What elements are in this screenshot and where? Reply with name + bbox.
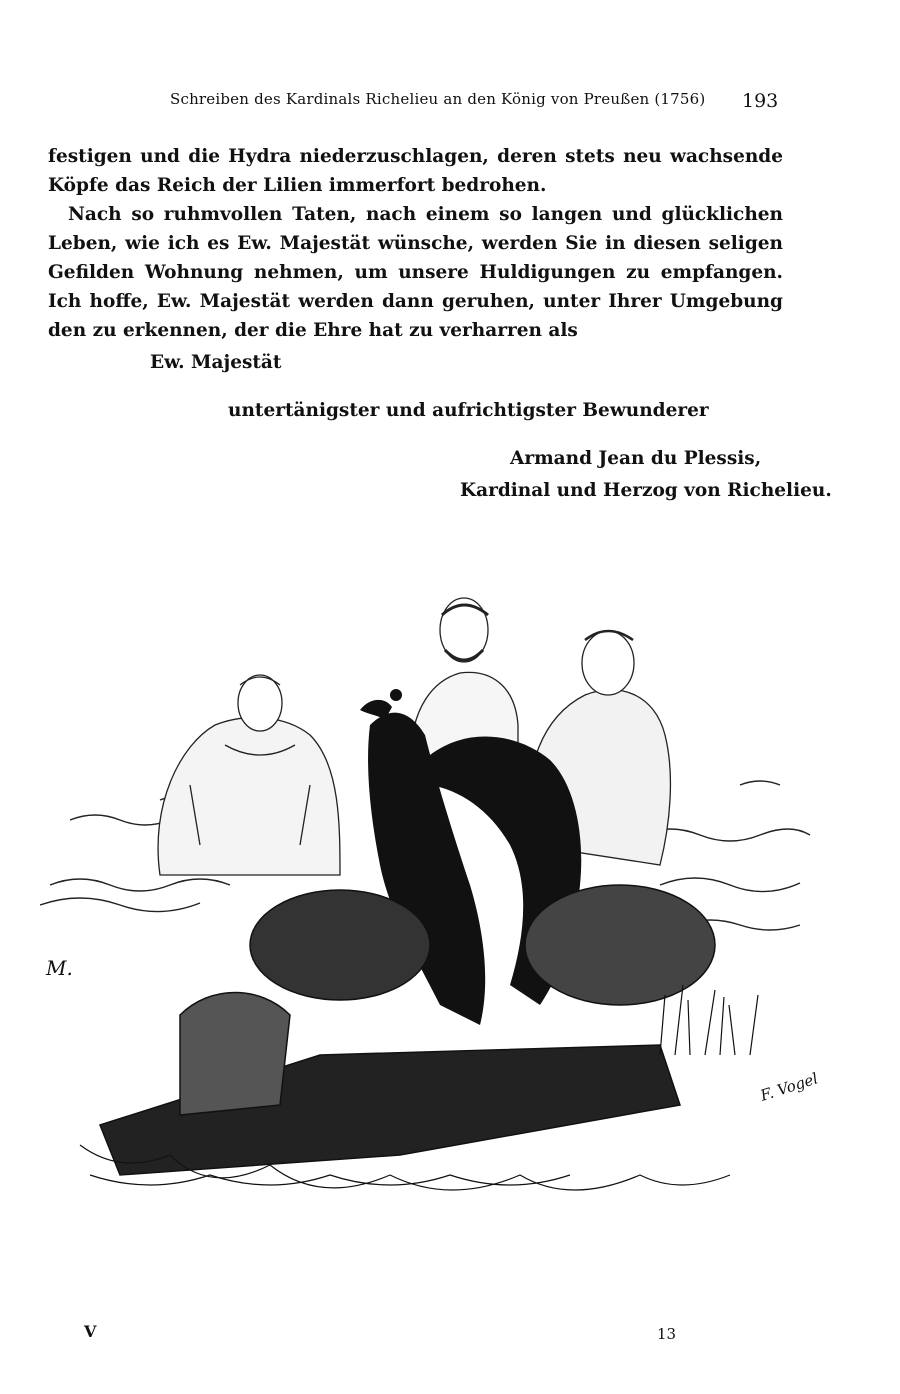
paragraph: Nach so ruhmvollen Taten, nach einem so langen und glücklichen Leben, wie ich es Ew. Majestät wünsche, werden Sie in diesen seligen Gefilden Wohnung nehmen, um unsere Huldigungen zu empfangen. Ich hoffe, Ew. Majestät werden dann geruhen, unter Ihrer Umgebung den zu erkennen, der die Ehre hat zu verharren als bbox=[48, 204, 783, 341]
signature-name: Armand Jean du Plessis, bbox=[510, 448, 762, 469]
artist-signature-left: M. bbox=[46, 956, 73, 980]
base bbox=[100, 993, 680, 1176]
bust-left bbox=[158, 675, 340, 875]
eagle-illustration bbox=[40, 585, 830, 1235]
footer-sheet-number: 13 bbox=[657, 1325, 677, 1343]
paragraph: festigen und die Hydra niederzuschlagen, deren stets neu wachsende Köpfe das Reich der Lilien immerfort bedrohen. bbox=[48, 146, 783, 196]
signature-title: Kardinal und Herzog von Richelieu. bbox=[460, 480, 832, 501]
artist-signature-right: F. Vogel bbox=[758, 1069, 821, 1105]
salutation: Ew. Majestät bbox=[150, 352, 282, 373]
page-number: 193 bbox=[742, 90, 779, 112]
subscription: untertänigster und aufrichtigster Bewunderer bbox=[228, 400, 709, 421]
running-head: Schreiben des Kardinals Richelieu an den König von Preußen (1756) bbox=[170, 90, 706, 108]
footer-signature-mark: V bbox=[84, 1322, 97, 1341]
body-text bbox=[48, 142, 783, 345]
